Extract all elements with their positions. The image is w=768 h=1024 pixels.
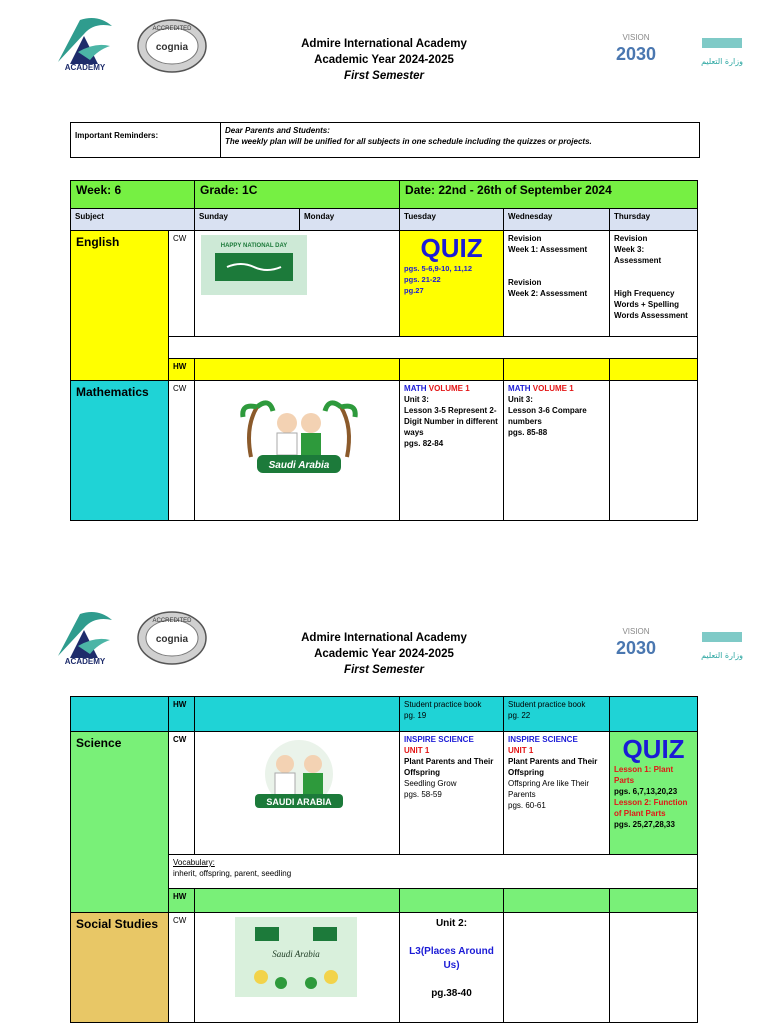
science-quiz-pages-2: pgs. 25,27,28,33: [614, 820, 675, 829]
page-header-2: [0, 602, 768, 682]
science-hw-wednesday: [504, 889, 610, 913]
social-sunday-monday: [195, 913, 400, 1023]
math-hw-subject: [71, 697, 169, 732]
reminders-line-2: The weekly plan will be unified for all subjects in one schedule including the quizzes or projects.: [225, 137, 592, 146]
science-wed-topic: Plant Parents and Their Offspring: [508, 757, 598, 777]
math-tuesday: [400, 381, 504, 521]
science-tuesday: [400, 732, 504, 855]
english-quiz-pages: pgs. 5-6,9-10, 11,12 pgs. 21-22 pg.27: [404, 264, 472, 295]
national-day-banner-image: [201, 235, 307, 295]
science-quiz-pages-1: pgs. 6,7,13,20,23: [614, 787, 678, 796]
header-title-block: [220, 36, 548, 84]
svg-text:2030: 2030: [615, 638, 657, 658]
science-tue-title: INSPIRE SCIENCE: [404, 735, 474, 744]
english-sunday-monday: [195, 231, 400, 337]
date-range: Date: 22nd - 26th of September 2024: [400, 181, 698, 209]
reminders-table: [70, 122, 700, 158]
math-tuesday-text: Unit 3: Lesson 3-5 Represent 2- Digit Number in different ways pgs. 82-84: [404, 395, 498, 448]
math-thursday: [610, 381, 698, 521]
svg-text:ACCREDITED: ACCREDITED: [152, 618, 192, 624]
social-tuesday: [400, 913, 504, 1023]
math-sunday-monday: [195, 381, 400, 521]
science-vocabulary: [169, 855, 698, 889]
science-wed-text: Offspring Are like Their Parents pgs. 60-61: [508, 779, 590, 810]
reminders-line-1: Dear Parents and Students:: [225, 126, 330, 135]
math-tue-label-b: VOLUME 1: [428, 384, 470, 393]
svg-text:ACADEMY: ACADEMY: [64, 657, 106, 666]
svg-text:VISION: VISION: [622, 33, 650, 42]
page-header-1: [0, 8, 768, 88]
math-hw-thursday: [610, 697, 698, 732]
col-tuesday: Tuesday: [400, 209, 504, 231]
week-number: Week: 6: [71, 181, 195, 209]
svg-text:ACCREDITED: ACCREDITED: [152, 26, 192, 32]
science-image-caption: SAUDI ARABIA: [266, 797, 332, 807]
english-quiz-label: QUIZ: [420, 233, 483, 263]
science-hw-label: HW: [169, 889, 195, 913]
english-hw-tuesday: [400, 359, 504, 381]
english-blank-row: [169, 337, 698, 359]
subject-social-studies: Social Studies: [71, 913, 169, 1023]
vocabulary-label: Vocabulary:: [173, 858, 215, 867]
math-wed-label-b: VOLUME 1: [532, 384, 574, 393]
science-cw-label: CW: [169, 732, 195, 855]
weekly-plan-table-1: [70, 180, 698, 521]
banner-caption: HAPPY NATIONAL DAY: [220, 243, 288, 249]
english-hw-label: HW: [169, 359, 195, 381]
science-thursday: [610, 732, 698, 855]
science-hw-thursday: [610, 889, 698, 913]
science-wednesday: [504, 732, 610, 855]
math-hw-wednesday: Student practice book pg. 22: [504, 697, 610, 732]
svg-text:وزارة التعليم: وزارة التعليم: [701, 651, 743, 660]
subject-english: English: [71, 231, 169, 381]
admire-academy-logo: [50, 12, 120, 74]
semester-2: First Semester: [344, 664, 424, 676]
col-wednesday: Wednesday: [504, 209, 610, 231]
math-hw-tuesday: Student practice book pg. 19: [400, 697, 504, 732]
weekly-plan-table-2: [70, 696, 698, 1023]
math-wednesday-text: Unit 3: Lesson 3-6 Compare numbers pgs. 85-88: [508, 395, 587, 437]
col-thursday: Thursday: [610, 209, 698, 231]
math-hw-sun-mon: [195, 697, 400, 732]
social-pages: pg.38-40: [431, 988, 472, 999]
english-hw-thursday: [610, 359, 698, 381]
vision-2030-ministry-logo-2: [606, 618, 756, 678]
science-hw-tuesday: [400, 889, 504, 913]
english-cw-label: CW: [169, 231, 195, 337]
math-tue-label-a: MATH: [404, 384, 427, 393]
social-image-caption: Saudi Arabia: [272, 949, 320, 959]
svg-text:VISION: VISION: [622, 627, 650, 636]
saudi-arabia-kids-image: [239, 387, 359, 479]
science-sunday-monday: [195, 732, 400, 855]
english-hw-wednesday: [504, 359, 610, 381]
science-quiz-lesson-1: Lesson 1: Plant Parts: [614, 765, 674, 785]
subject-science: Science: [71, 732, 169, 913]
svg-text:2030: 2030: [615, 44, 657, 64]
admire-academy-logo-2: [50, 606, 120, 668]
school-name: Admire International Academy: [301, 38, 467, 50]
svg-text:وزارة التعليم: وزارة التعليم: [701, 57, 743, 66]
col-sunday: Sunday: [195, 209, 300, 231]
subject-mathematics: Mathematics: [71, 381, 169, 521]
col-subject: Subject: [71, 209, 195, 231]
academic-year-2: Academic Year 2024-2025: [314, 648, 454, 660]
social-thursday: [610, 913, 698, 1023]
vocabulary-words: inherit, offspring, parent, seedling: [173, 869, 292, 878]
math-wed-label-a: MATH: [508, 384, 531, 393]
science-quiz-label: QUIZ: [622, 734, 685, 764]
academic-year: Academic Year 2024-2025: [314, 54, 454, 66]
english-tuesday: [400, 231, 504, 337]
cognia-accreditation-logo-2: [134, 610, 210, 666]
reminders-text: [221, 123, 700, 158]
header-title-block-2: [220, 630, 548, 678]
social-unit: Unit 2:: [435, 918, 468, 929]
science-wed-unit: UNIT 1: [508, 746, 534, 755]
science-wed-title: INSPIRE SCIENCE: [508, 735, 578, 744]
science-quiz-lesson-2: Lesson 2: Function of Plant Parts: [614, 798, 688, 818]
school-name-2: Admire International Academy: [301, 632, 467, 644]
col-monday: Monday: [300, 209, 400, 231]
semester: First Semester: [344, 70, 424, 82]
svg-text:cognia: cognia: [155, 42, 189, 53]
english-wednesday: Revision Week 1: Assessment Revision Week 2: Assessment: [504, 231, 610, 337]
saudi-arabia-celebration-image: [235, 917, 357, 997]
science-tue-unit: UNIT 1: [404, 746, 430, 755]
english-hw-sun-mon: [195, 359, 400, 381]
social-wednesday: [504, 913, 610, 1023]
social-cw-label: CW: [169, 913, 195, 1023]
science-hw-sun-mon: [195, 889, 400, 913]
science-tue-topic: Plant Parents and Their Offspring: [404, 757, 494, 777]
social-lesson: L3(Places Around Us): [409, 946, 494, 971]
svg-text:ACADEMY: ACADEMY: [64, 63, 106, 72]
math-hw-label: HW: [169, 697, 195, 732]
saudi-arabia-national-day-image: [249, 736, 349, 822]
vision-2030-ministry-logo: [606, 24, 756, 84]
svg-text:cognia: cognia: [155, 634, 189, 645]
cognia-accreditation-logo: [134, 18, 210, 74]
grade: Grade: 1C: [195, 181, 400, 209]
math-wednesday: [504, 381, 610, 521]
math-cw-label: CW: [169, 381, 195, 521]
reminders-label: Important Reminders:: [71, 123, 221, 158]
math-image-caption: Saudi Arabia: [268, 460, 330, 471]
science-tue-text: Seedling Grow pgs. 58-59: [404, 779, 457, 799]
english-thursday: Revision Week 3: Assessment High Frequency Words + Spelling Words Assessment: [610, 231, 698, 337]
